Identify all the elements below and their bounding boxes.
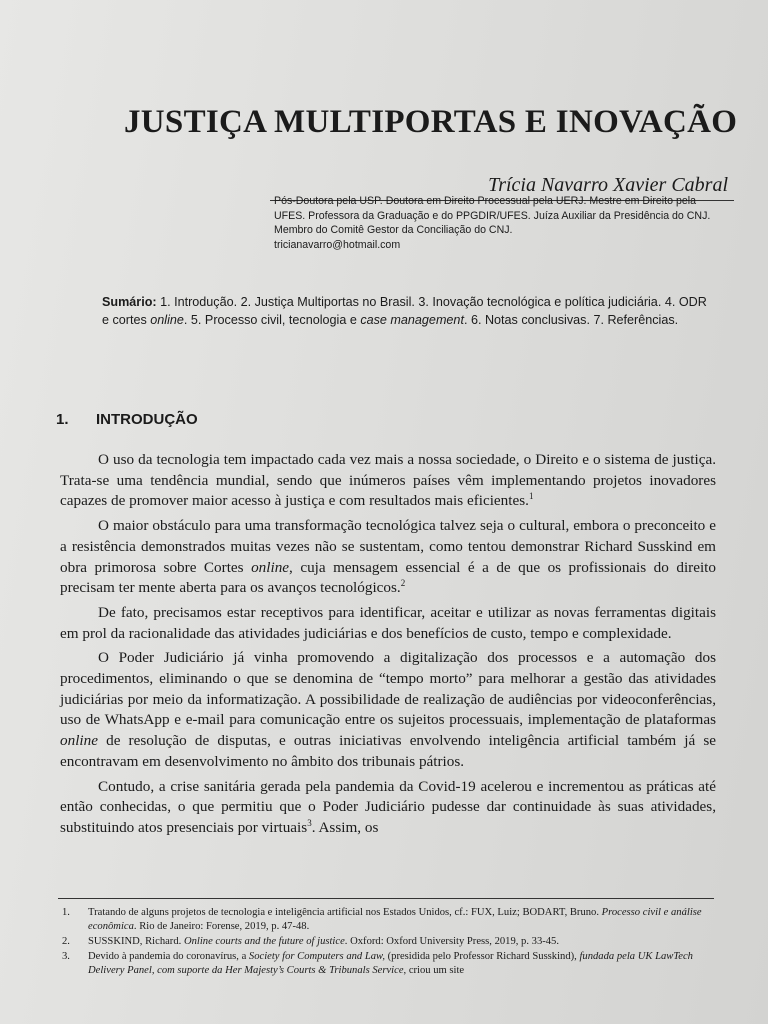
chapter-title: JUSTIÇA MULTIPORTAS E INOVAÇÃO: [124, 104, 738, 140]
summary-case-management: case management: [360, 312, 464, 327]
paragraph: [60, 516, 716, 599]
author-email: tricianavarro@hotmail.com: [274, 238, 401, 251]
section-number: 1.: [56, 411, 69, 428]
paragraph: [60, 777, 716, 839]
italic-term: online: [60, 732, 98, 750]
paragraph-text: O maior obstáculo para uma transformação tecnológica talvez seja o cultural, embora o preconceito e a resistência demonstrados muitas vezes não se sustentam, como tentou demonstrar Richard Susskind em obra primorosa sobre Cortes: [60, 517, 716, 576]
footnote-ref[interactable]: 3: [307, 817, 312, 828]
footnote-number: 1.: [62, 907, 70, 918]
section-title: INTRODUÇÃO: [96, 411, 198, 428]
footnote-ref[interactable]: 1: [528, 491, 534, 502]
body-text: [60, 450, 716, 843]
footnote: [62, 906, 718, 934]
paragraph-text: , cuja mensagem essencial é a de que os profissionais do direito precisam ter mente aberta para os avanços tecnológicos.: [60, 558, 716, 597]
paragraph-text: O uso da tecnologia tem impactado cada vez mais a nossa sociedade, o Direito e o sistema de justiça. Trata-se uma tendência mundial, sendo que inúmeros países vêm implementando projetos inovadores capazes de promover maior acesso à justiça e com resultados mais eficientes.: [60, 451, 716, 510]
footnote-divider: [58, 898, 714, 899]
author-bio: [274, 194, 714, 252]
footnote: [62, 950, 718, 978]
paragraph: De fato, precisamos estar receptivos para identificar, aceitar e utilizar as novas ferramentas digitais em prol da racionalidade das atividades judiciárias e dos benefícios de custo, tempo e complexidade.: [60, 603, 716, 642]
summary-text: 1. Introdução. 2. Justiça Multiportas no Brasil. 3. Inovação tecnológica e política judiciária. 4. ODR e cortes: [102, 295, 707, 327]
paragraph-text: . Assim, os: [311, 818, 379, 836]
summary-text: . 5. Processo civil, tecnologia e: [183, 312, 361, 327]
paragraph-text: de resolução de disputas, e outras iniciativas envolvendo inteligência artificial também já se encontravam em desenvolvimento no âmbito dos tribunais pátrios.: [60, 732, 716, 770]
section-heading: [56, 411, 198, 428]
paragraph: [60, 450, 716, 512]
footnote-ref[interactable]: 2: [400, 578, 406, 589]
footnote-number: 3.: [62, 951, 70, 962]
paragraph-text: O Poder Judiciário já vinha promovendo a digitalização dos processos e a automação dos procedimentos, eliminando o que se denomina de “tempo morto” para melhorar a gestão das atividades judiciárias por meio da informatização. A possibilidade de realização de audiências por videoconferências, uso de WhatsApp e e-mail para comunicação entre os sujeitos processuais, implementação de plataformas: [60, 649, 716, 729]
author-name: Trícia Navarro Xavier Cabral: [488, 174, 728, 196]
summary-text: . 6. Notas conclusivas. 7. Referências.: [463, 312, 679, 327]
italic-term: online: [251, 558, 290, 576]
footnote-text: Devido à pandemia do coronavírus, a Society for Computers and Law, (presidida pelo Professor Richard Susskind), fundada pela UK LawTech Delivery Panel, com suporte da Her Majesty’s Courts & Tribunals Service, criou um site: [88, 951, 693, 976]
footnote-text: SUSSKIND, Richard. Online courts and the future of justice. Oxford: Oxford University Press, 2019, p. 33-45.: [88, 936, 560, 947]
footnote: [62, 935, 718, 949]
paragraph: [60, 648, 716, 772]
paragraph-text: Contudo, a crise sanitária gerada pela pandemia da Covid-19 acelerou e incrementou as práticas até então conhecidas, o que permitiu que o Poder Judiciário pudesse dar continuidade às suas atividades, substituindo atos presenciais por virtuais: [60, 777, 716, 836]
summary-label: Sumário:: [102, 295, 157, 309]
footnotes: [62, 906, 718, 979]
footnote-number: 2.: [62, 936, 70, 947]
author-bio-text: Pós-Doutora pela USP. Doutora em Direito Processual pela UERJ. Mestre em Direito pela UFES. Professora da Graduação e do PPGDIR/UFES. Juíza Auxiliar da Presidência do CNJ. Membro do Comitê Gestor da Conciliação do CNJ.: [274, 195, 711, 237]
summary-online: online: [150, 312, 184, 327]
summary: [102, 294, 712, 329]
footnote-text: Tratando de alguns projetos de tecnologia e inteligência artificial nos Estados Unidos, cf.: FUX, Luiz; BODART, Bruno. Processo civil e análise econômica. Rio de Janeiro: Forense, 2019, p. 47-48.: [88, 907, 702, 932]
